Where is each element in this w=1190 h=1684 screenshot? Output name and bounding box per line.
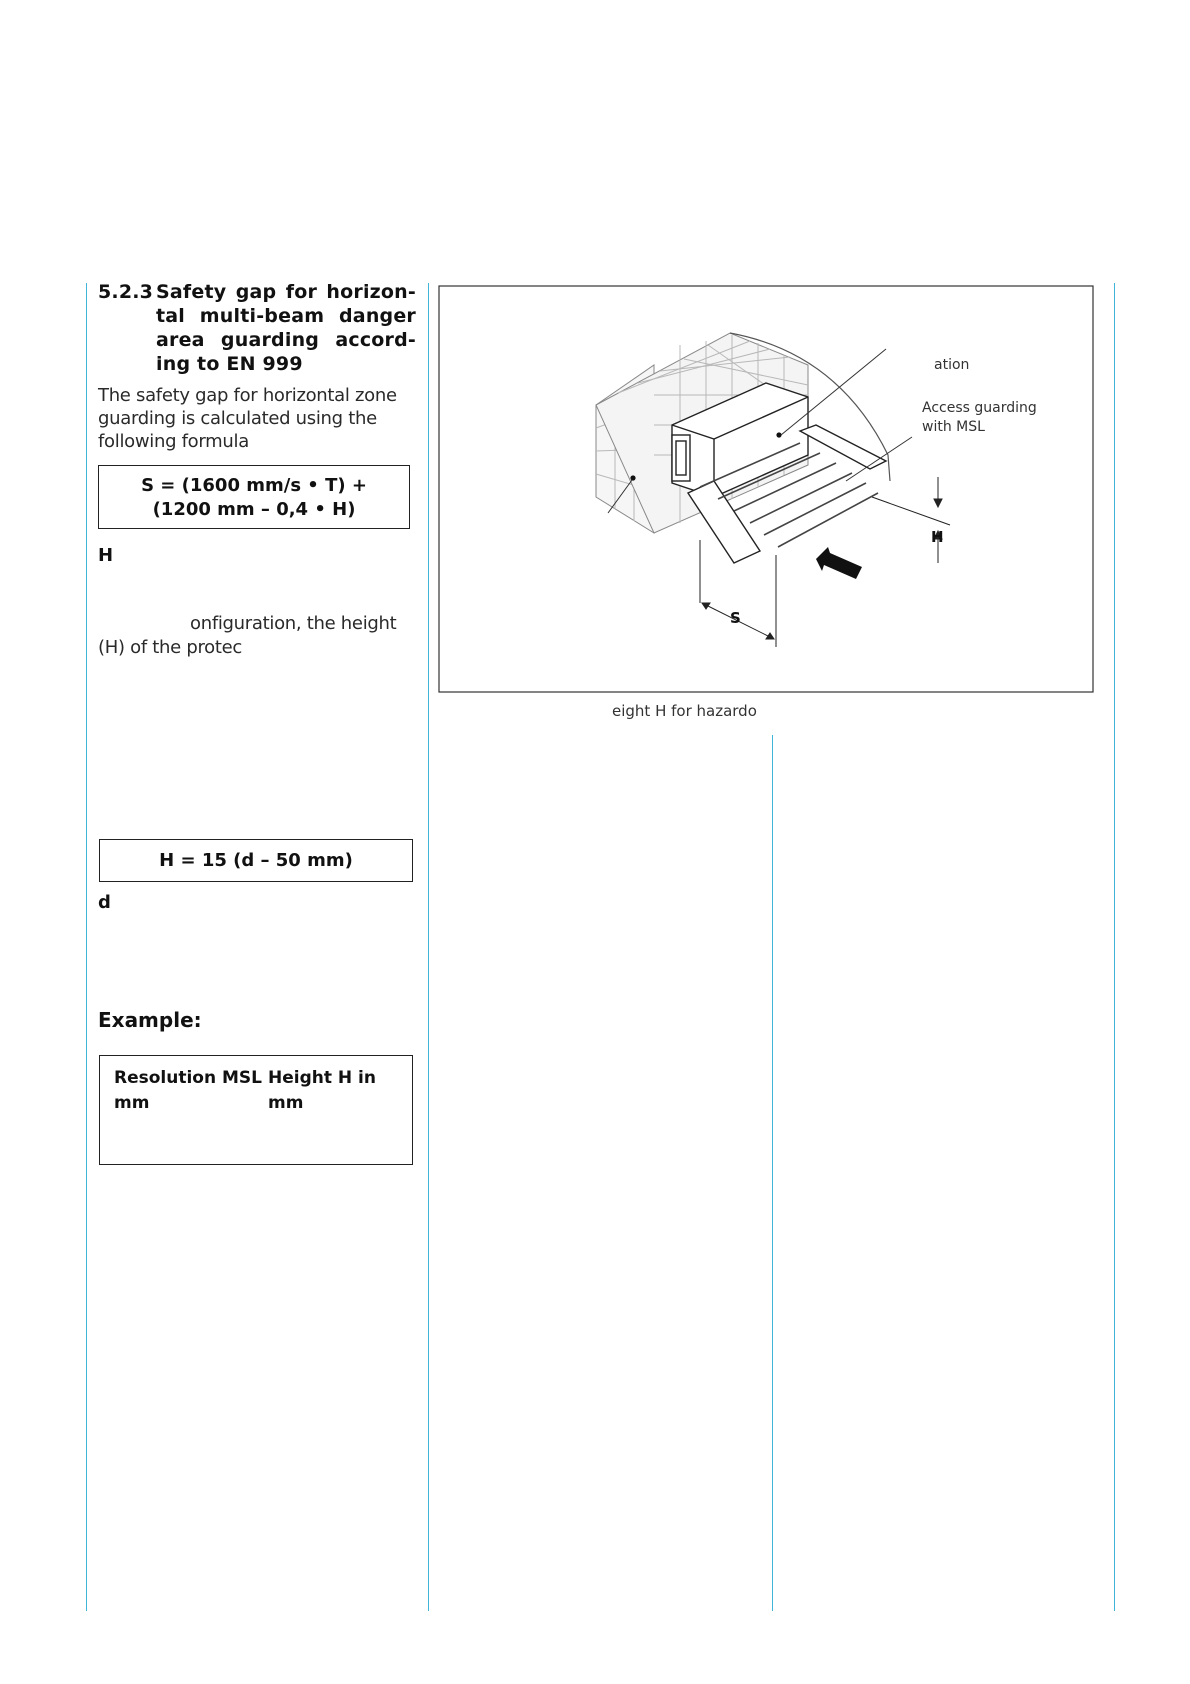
section-title: Safety gap for horizon-tal multi-beam danger area guarding accord-ing to EN 999 [156, 281, 416, 375]
intro-paragraph: The safety gap for horizontal zone guarding is calculated using the following formula [98, 385, 397, 452]
label-access-guarding: Access guarding [922, 400, 1037, 416]
formula-line-2: (1200 mm – 0,4 • H) [152, 499, 356, 520]
marker-dot-machine [776, 432, 781, 437]
section-number: 5.2.3 [98, 281, 154, 303]
column-header-height: Height H in mm [268, 1068, 376, 1113]
partial-line-2: (H) of the protec [98, 637, 243, 658]
formula-height-text: H = 15 (d – 50 mm) [159, 850, 353, 871]
example-heading: Example: [98, 1008, 202, 1032]
left-column [98, 280, 416, 529]
label-h: H [931, 528, 944, 546]
variable-d: d [98, 892, 111, 913]
column-rule-center [428, 283, 429, 1611]
column-header-resolution: Resolution MSL mm [114, 1068, 262, 1113]
example-table [99, 1055, 413, 1165]
column-rule-left [86, 283, 87, 1611]
formula-height [99, 839, 413, 882]
marker-dot-left [630, 475, 635, 480]
formula-line-1: S = (1600 mm/s • T) + [141, 475, 367, 496]
label-top: ation [934, 357, 970, 373]
label-with-msl: with MSL [922, 419, 985, 435]
column-rule-right [1114, 283, 1115, 1611]
variable-h: H [98, 545, 114, 566]
partial-line-1: onfiguration, the height [190, 613, 397, 634]
section-heading [98, 280, 416, 376]
column-rule-inner [772, 735, 773, 1611]
figure-caption: eight H for hazardo [612, 702, 757, 720]
label-s: S [730, 609, 741, 627]
figure-hazard-zone-diagram [438, 285, 1094, 693]
formula-safety-gap [98, 465, 410, 529]
